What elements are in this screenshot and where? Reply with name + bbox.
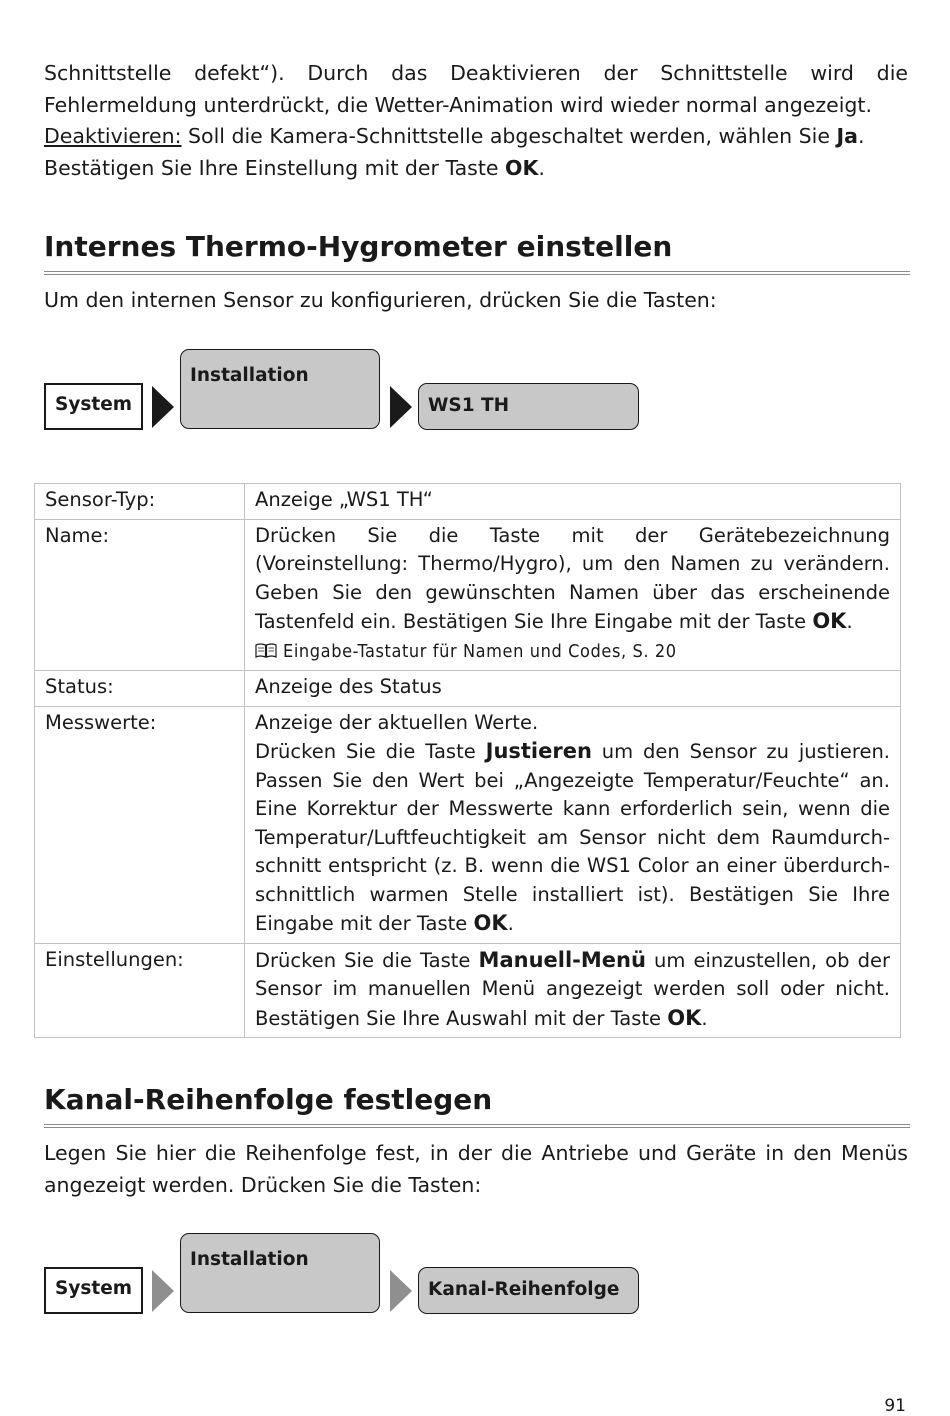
table-row	[35, 943, 901, 1038]
reference-text: Eingabe-Tastatur für Namen und Codes, S. 20	[283, 640, 677, 662]
row-text	[245, 519, 901, 671]
system-button[interactable]: System	[44, 1267, 143, 1314]
confirm-end: .	[538, 155, 545, 180]
ok-key: OK	[667, 1005, 702, 1030]
row-text	[245, 706, 901, 943]
messwerte-end: .	[507, 912, 514, 935]
section2-title: Kanal-Reihenfolge festlegen	[44, 1083, 493, 1116]
deactivate-key: Ja	[836, 124, 858, 148]
ok-key: OK	[473, 911, 508, 935]
row-text: Anzeige „WS1 TH“	[245, 484, 901, 520]
triangle-right-icon	[390, 1270, 412, 1312]
row-label: Sensor-Typ:	[35, 484, 245, 520]
page-number: 91	[884, 1396, 906, 1416]
intro-line: Schnittstelle defekt“). Durch das Deaktivieren der Schnittstelle wird die Fehlermeldung unterdrückt, die Wetter-Animation wird wieder normal angezeigt.	[44, 61, 908, 117]
system-button[interactable]: System	[44, 383, 143, 430]
name-end: .	[846, 610, 853, 633]
messwerte-pre: Drücken Sie die Taste	[255, 740, 486, 763]
row-text: Anzeige des Status	[245, 671, 901, 707]
row-label: Messwerte:	[35, 706, 245, 943]
section2-intro: Legen Sie hier die Reihenfolge fest, in der die Antriebe und Geräte in den Menüs angezeigt werden. Drücken Sie die Tasten:	[44, 1141, 908, 1197]
row-text	[245, 943, 901, 1038]
section1-intro: Um den internen Sensor zu konfigurieren, drücken Sie die Tasten:	[44, 288, 717, 312]
deactivate-text: Soll die Kamera-Schnittstelle abgeschaltet werden, wählen Sie	[181, 124, 837, 148]
row-label: Einstellungen:	[35, 943, 245, 1038]
triangle-right-icon	[152, 1270, 174, 1312]
book-icon	[255, 639, 277, 654]
settings-table	[34, 483, 901, 1038]
row-label: Name:	[35, 519, 245, 671]
section1-title: Internes Thermo-Hygrometer einstellen	[44, 230, 673, 263]
messwerte-first-line: Anzeige der aktuellen Werte.	[255, 710, 539, 734]
confirm-text: Bestätigen Sie Ihre Einstellung mit der Taste	[44, 155, 506, 180]
einstellungen-end: .	[701, 1006, 708, 1030]
confirm-key: OK	[505, 155, 539, 180]
messwerte-mid: um den Sensor zu justieren. Passen Sie den Wert bei „Angezeigte Temperatur/Feuchte“ an. Eine Korrektur der Messwerte kann erforderlich sein, wenn die Temperatur/Luftfeuchtigkeit am Sensor nicht dem Raumdurchschnitt entspricht (z. B. wenn die WS1 Color an einer überdurchschnittlich warmen Stelle installiert ist). Bestätigen Sie Ihre Eingabe mit der Taste	[255, 740, 890, 935]
deactivate-end: .	[857, 124, 865, 148]
table-row	[35, 671, 901, 707]
kanal-reihenfolge-button[interactable]: Kanal-Reihenfolge	[418, 1267, 639, 1314]
name-description: Drücken Sie die Taste mit der Gerätebezeichnung (Voreinstellung: Thermo/Hygro), um den Namen zu verändern. Geben Sie den gewünschten Namen über das erscheinende Tastenfeld ein. Bestätigen Sie Ihre Eingabe mit der Taste	[255, 523, 890, 633]
reference-line	[255, 641, 677, 662]
section1-rule	[44, 271, 910, 275]
ok-key: OK	[812, 609, 847, 633]
row-label: Status:	[35, 671, 245, 707]
ws1-th-button[interactable]: WS1 TH	[418, 383, 639, 430]
installation-button[interactable]: Installation	[180, 1233, 380, 1313]
installation-button[interactable]: Installation	[180, 349, 380, 429]
manuell-menu-key: Manuell-Menü	[478, 947, 646, 972]
triangle-right-icon	[390, 386, 412, 428]
section2-rule	[44, 1124, 910, 1128]
table-row	[35, 519, 901, 671]
table-row	[35, 484, 901, 520]
einstellungen-pre: Drücken Sie die Taste	[255, 948, 479, 972]
justieren-key: Justieren	[485, 739, 592, 763]
triangle-right-icon	[152, 386, 174, 428]
einstellungen-mid: um einzustellen, ob der Sensor im manuellen Menü angezeigt werden soll oder nicht. Bestätigen Sie Ihre Auswahl mit der Taste	[255, 948, 890, 1030]
deactivate-label: Deaktivieren:	[44, 124, 182, 148]
table-row	[35, 706, 901, 943]
intro-paragraph	[44, 58, 908, 184]
